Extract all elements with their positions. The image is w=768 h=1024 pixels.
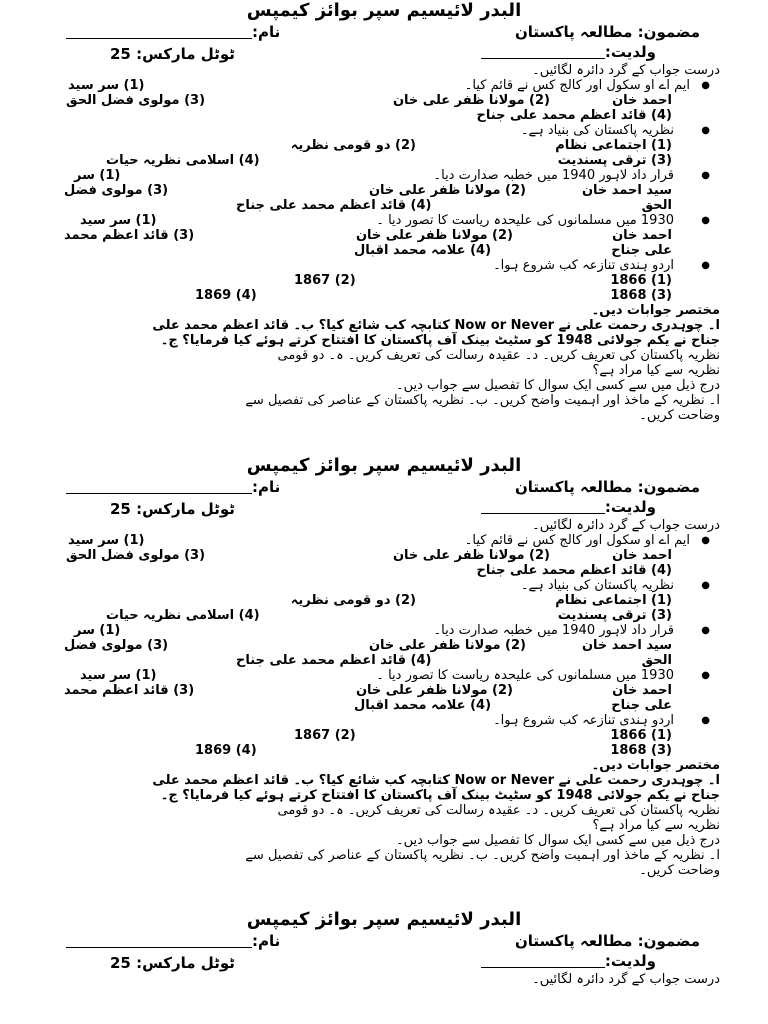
- q1-question: ایم اے او سکول اور کالج کس نے قائم کیا۔: [464, 78, 690, 93]
- q1-option-4-line: [0, 563, 768, 578]
- long-line: [0, 393, 768, 408]
- father-field: [481, 43, 656, 61]
- q2-option-2: (2) دو قومی نظریہ: [290, 138, 416, 153]
- bullet-icon: ●: [701, 625, 710, 636]
- q1-option-1b: احمد خان: [612, 93, 672, 108]
- short-line: [0, 803, 768, 818]
- q2-option-4: (4) اسلامی نظریہ حیات: [106, 608, 260, 623]
- q2-option-3: (3) ترقی پسندیت: [557, 153, 672, 168]
- q2-options-line: [0, 138, 768, 153]
- q3-option-2: (2) مولانا ظفر علی خان: [368, 183, 526, 198]
- short-line: [0, 773, 768, 788]
- subject-label: مضمون: مطالعہ پاکستان: [514, 932, 700, 950]
- q3-option-1a: (1) سر: [74, 623, 121, 638]
- long-line: [0, 863, 768, 878]
- mcq-instruction: درست جواب کے گرد دائرہ لگائیں۔: [532, 972, 720, 987]
- bullet-icon: ●: [701, 125, 710, 136]
- paper-body: [0, 518, 768, 878]
- q4-line: [0, 213, 768, 228]
- q1-options-line: [0, 548, 768, 563]
- subject-label: مضمون: مطالعہ پاکستان: [514, 23, 700, 41]
- q4-question: 1930 میں مسلمانوں کی علیحدہ ریاست کا تصور دیا ۔: [376, 213, 674, 228]
- q4-option-2: (2) مولانا ظفر علی خان: [355, 228, 513, 243]
- q1-option-2: (2) مولانا ظفر علی خان: [392, 93, 550, 108]
- school-title: البدر لائیسیم سپر بوائز کیمپس: [246, 909, 522, 930]
- short-questions-2: جناح نے یکم جولائی 1948 کو سٹیٹ بینک آف پاکستان کا افتتاح کرتے ہوئے کیا فرمایا؟ ج۔: [160, 333, 720, 348]
- short-questions-3: نظریہ پاکستان کی تعریف کریں۔ د۔ عقیدہ رسالت کی تعریف کریں۔ ہ۔ دو قومی: [277, 803, 720, 818]
- name-blank: [66, 24, 252, 39]
- q1-option-4: (4) قائد اعظم محمد علی جناح: [476, 108, 672, 123]
- instruction-line: [0, 63, 768, 78]
- q5-options-line: [0, 273, 768, 288]
- bullet-icon: ●: [701, 535, 710, 546]
- q3-line: [0, 623, 768, 638]
- q5-option-1: (1) 1866: [610, 273, 672, 288]
- bullet-icon: ●: [701, 215, 710, 226]
- short-answers-heading: مختصر جوابات دیں۔: [591, 303, 720, 318]
- short-line: [0, 333, 768, 348]
- q4-options-line: [0, 228, 768, 243]
- q5-option-3: (3) 1868: [610, 288, 672, 303]
- q1-option-4-line: [0, 108, 768, 123]
- q4-question: 1930 میں مسلمانوں کی علیحدہ ریاست کا تصور دیا ۔: [376, 668, 674, 683]
- q5-option-2: (2) 1867: [294, 728, 356, 743]
- q3-options-line-2: [0, 198, 768, 213]
- school-title: البدر لائیسیم سپر بوائز کیمپس: [246, 455, 522, 476]
- q5-option-2: (2) 1867: [294, 273, 356, 288]
- q2-question: نظریہ پاکستان کی بنیاد ہے۔: [520, 578, 674, 593]
- paper-body: [0, 972, 768, 987]
- q3-option-2: (2) مولانا ظفر علی خان: [368, 638, 526, 653]
- q4-line: [0, 668, 768, 683]
- q1-option-3: (3) مولوی فضل الحق: [66, 548, 206, 563]
- long-question-heading: درج ذیل میں سے کسی ایک سوال کا تفصیل سے جواب دیں۔: [395, 833, 720, 848]
- instruction-line: [0, 518, 768, 533]
- long-line: [0, 848, 768, 863]
- q4-options-line-2: [0, 243, 768, 258]
- short-questions-1: ا۔ چوہدری رحمت علی نے Now or Never کتابچہ کب شائع کیا؟ ب۔ قائد اعظم محمد علی: [152, 318, 720, 333]
- long-questions-2: وضاحت کریں۔: [639, 863, 720, 878]
- total-marks: ٹوٹل مارکس: 25: [110, 500, 235, 518]
- q5-option-3: (3) 1868: [610, 743, 672, 758]
- q3-option-1a: (1) سر: [74, 168, 121, 183]
- long-questions-2: وضاحت کریں۔: [639, 408, 720, 423]
- name-blank: [66, 479, 252, 494]
- q3-option-4: (4) قائد اعظم محمد علی جناح: [236, 198, 432, 213]
- q3-question: قرار داد لاہور 1940 میں خطبہ صدارت دیا۔: [433, 623, 674, 638]
- father-blank: [481, 953, 605, 968]
- name-label: نام:: [252, 932, 281, 950]
- long-question-heading: درج ذیل میں سے کسی ایک سوال کا تفصیل سے جواب دیں۔: [395, 378, 720, 393]
- q5-line: [0, 258, 768, 273]
- q2-option-1: (1) اجتماعی نظام: [555, 593, 672, 608]
- mcq-instruction: درست جواب کے گرد دائرہ لگائیں۔: [532, 518, 720, 533]
- q4-option-1b: احمد خان: [612, 228, 672, 243]
- subject-label: مضمون: مطالعہ پاکستان: [514, 478, 700, 496]
- father-label: ولدیت:: [604, 952, 656, 970]
- father-blank: [481, 499, 605, 514]
- name-blank: [66, 933, 252, 948]
- q3-options-line-2: [0, 653, 768, 668]
- q4-options-line-2: [0, 698, 768, 713]
- short-questions-4: نظریہ سے کیا مراد ہے؟: [592, 818, 720, 833]
- father-field: [481, 952, 656, 970]
- short-line: [0, 818, 768, 833]
- name-label: نام:: [252, 478, 281, 496]
- q2-line: [0, 123, 768, 138]
- short-answers-heading: مختصر جوابات دیں۔: [591, 758, 720, 773]
- name-field: [66, 23, 280, 41]
- q4-option-1a: (1) سر سید: [80, 213, 157, 228]
- short-line: [0, 318, 768, 333]
- short-heading-line: [0, 758, 768, 773]
- q1-line: [0, 78, 768, 93]
- name-field: [66, 478, 280, 496]
- q4-option-2: (2) مولانا ظفر علی خان: [355, 683, 513, 698]
- q5-options-line: [0, 728, 768, 743]
- q1-option-2: (2) مولانا ظفر علی خان: [392, 548, 550, 563]
- q1-options-line: [0, 93, 768, 108]
- q5-option-4: (4) 1869: [195, 288, 257, 303]
- q3-option-1b: سید احمد خان: [581, 638, 672, 653]
- name-label: نام:: [252, 23, 281, 41]
- q4-option-3b: علی جناح: [611, 698, 672, 713]
- school-title: البدر لائیسیم سپر بوائز کیمپس: [246, 0, 522, 21]
- father-blank: [481, 44, 605, 59]
- short-line: [0, 788, 768, 803]
- short-questions-2: جناح نے یکم جولائی 1948 کو سٹیٹ بینک آف پاکستان کا افتتاح کرتے ہوئے کیا فرمایا؟ ج۔: [160, 788, 720, 803]
- q1-line: [0, 533, 768, 548]
- q3-question: قرار داد لاہور 1940 میں خطبہ صدارت دیا۔: [433, 168, 674, 183]
- bullet-icon: ●: [701, 260, 710, 271]
- q3-option-3b: الحق: [641, 198, 672, 213]
- q4-option-3a: (3) قائد اعظم محمد: [64, 683, 195, 698]
- short-questions-1: ا۔ چوہدری رحمت علی نے Now or Never کتابچہ کب شائع کیا؟ ب۔ قائد اعظم محمد علی: [152, 773, 720, 788]
- short-heading-line: [0, 303, 768, 318]
- q5-line: [0, 713, 768, 728]
- q4-option-1a: (1) سر سید: [80, 668, 157, 683]
- q2-option-4: (4) اسلامی نظریہ حیات: [106, 153, 260, 168]
- mcq-instruction: درست جواب کے گرد دائرہ لگائیں۔: [532, 63, 720, 78]
- q2-options-line-2: [0, 153, 768, 168]
- q2-line: [0, 578, 768, 593]
- q5-question: اردو ہندی تنازعہ کب شروع ہوا۔: [493, 258, 674, 273]
- father-label: ولدیت:: [604, 43, 656, 61]
- short-line: [0, 363, 768, 378]
- q5-options-line-2: [0, 743, 768, 758]
- q3-options-line: [0, 183, 768, 198]
- total-marks: ٹوٹل مارکس: 25: [110, 954, 235, 972]
- q2-options-line-2: [0, 608, 768, 623]
- q4-option-4: (4) علامہ محمد اقبال: [354, 243, 492, 258]
- q2-option-3: (3) ترقی پسندیت: [557, 608, 672, 623]
- q5-question: اردو ہندی تنازعہ کب شروع ہوا۔: [493, 713, 674, 728]
- q5-option-4: (4) 1869: [195, 743, 257, 758]
- total-marks: ٹوٹل مارکس: 25: [110, 45, 235, 63]
- q2-question: نظریہ پاکستان کی بنیاد ہے۔: [520, 123, 674, 138]
- q4-options-line: [0, 683, 768, 698]
- q3-options-line: [0, 638, 768, 653]
- bullet-icon: ●: [701, 670, 710, 681]
- bullet-icon: ●: [701, 170, 710, 181]
- q1-option-1a: (1) سر سید: [68, 78, 145, 93]
- bullet-icon: ●: [701, 80, 710, 91]
- father-field: [481, 498, 656, 516]
- q2-option-1: (1) اجتماعی نظام: [555, 138, 672, 153]
- long-heading-line: [0, 833, 768, 848]
- q4-option-3a: (3) قائد اعظم محمد: [64, 228, 195, 243]
- long-questions-1: ا۔ نظریہ کے ماخذ اور اہمیت واضح کریں۔ ب۔ نظریہ پاکستان کے عناصر کی تفصیل سے: [245, 393, 720, 408]
- q2-options-line: [0, 593, 768, 608]
- paper-body: [0, 63, 768, 423]
- q2-option-2: (2) دو قومی نظریہ: [290, 593, 416, 608]
- q3-line: [0, 168, 768, 183]
- q4-option-3b: علی جناح: [611, 243, 672, 258]
- q1-question: ایم اے او سکول اور کالج کس نے قائم کیا۔: [464, 533, 690, 548]
- q4-option-4: (4) علامہ محمد اقبال: [354, 698, 492, 713]
- short-questions-3: نظریہ پاکستان کی تعریف کریں۔ د۔ عقیدہ رسالت کی تعریف کریں۔ ہ۔ دو قومی: [277, 348, 720, 363]
- q1-option-1b: احمد خان: [612, 548, 672, 563]
- bullet-icon: ●: [701, 715, 710, 726]
- q1-option-4: (4) قائد اعظم محمد علی جناح: [476, 563, 672, 578]
- q3-option-1b: سید احمد خان: [581, 183, 672, 198]
- long-heading-line: [0, 378, 768, 393]
- q5-options-line-2: [0, 288, 768, 303]
- father-label: ولدیت:: [604, 498, 656, 516]
- short-questions-4: نظریہ سے کیا مراد ہے؟: [592, 363, 720, 378]
- q1-option-3: (3) مولوی فضل الحق: [66, 93, 206, 108]
- q3-option-3a: (3) مولوی فضل: [64, 638, 169, 653]
- short-line: [0, 348, 768, 363]
- q4-option-1b: احمد خان: [612, 683, 672, 698]
- bullet-icon: ●: [701, 580, 710, 591]
- q1-option-1a: (1) سر سید: [68, 533, 145, 548]
- long-questions-1: ا۔ نظریہ کے ماخذ اور اہمیت واضح کریں۔ ب۔ نظریہ پاکستان کے عناصر کی تفصیل سے: [245, 848, 720, 863]
- q5-option-1: (1) 1866: [610, 728, 672, 743]
- instruction-line: [0, 972, 768, 987]
- q3-option-4: (4) قائد اعظم محمد علی جناح: [236, 653, 432, 668]
- long-line: [0, 408, 768, 423]
- name-field: [66, 932, 280, 950]
- q3-option-3b: الحق: [641, 653, 672, 668]
- q3-option-3a: (3) مولوی فضل: [64, 183, 169, 198]
